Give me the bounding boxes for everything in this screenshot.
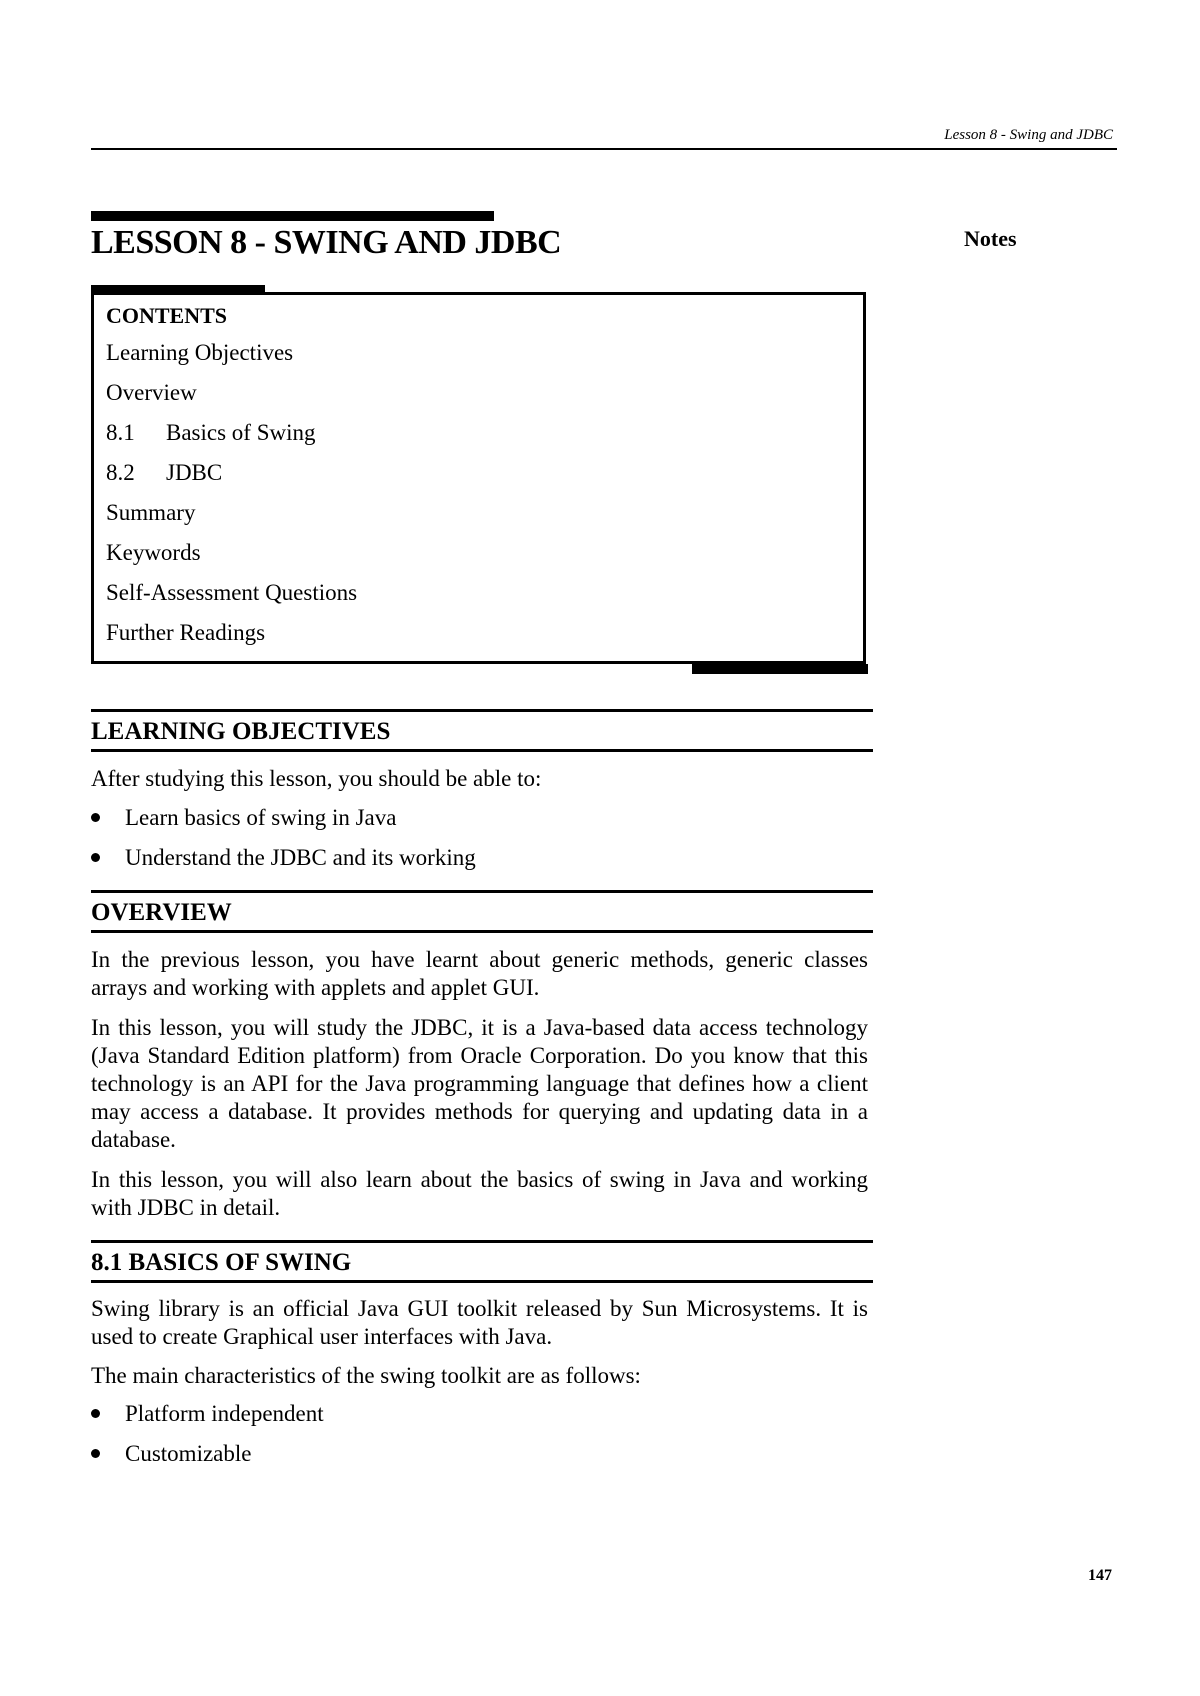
section-rule-bottom [91, 749, 873, 752]
section-rule-bottom [91, 930, 873, 933]
basics-of-swing-paragraph-2: The main characteristics of the swing toolkit are as follows: [91, 1363, 641, 1388]
section-rule-top [91, 709, 873, 712]
learning-objectives-intro: After studying this lesson, you should be able to: [91, 766, 542, 791]
section-rule-top [91, 890, 873, 893]
list-item [91, 1441, 251, 1467]
toc-item-number: 8.2 [106, 460, 135, 485]
section-rule-top [91, 1240, 873, 1243]
page-number: 147 [1088, 1567, 1112, 1584]
toc-item-summary [106, 500, 195, 526]
learning-objectives-heading: LEARNING OBJECTIVES [91, 718, 391, 745]
toc-item-label: JDBC [166, 460, 223, 485]
toc-item-keywords [106, 540, 201, 566]
lesson-title: LESSON 8 - SWING AND JDBC [91, 224, 562, 261]
list-item-text: Learn basics of swing in Java [125, 805, 397, 830]
toc-item-label: Basics of Swing [166, 420, 316, 445]
overview-paragraph-3: In this lesson, you will also learn about the basics of swing in Java and working with JDBC in detail. [91, 1167, 868, 1220]
header-rule [91, 148, 1117, 150]
bullet-icon [91, 853, 100, 862]
section-rule-bottom [91, 1280, 873, 1283]
list-item-text: Customizable [125, 1441, 252, 1466]
overview-paragraph-1: In the previous lesson, you have learnt about generic methods, generic classes arrays and working with applets and applet GUI. [91, 947, 868, 1000]
toc-item-label: Overview [106, 380, 197, 405]
toc-item-basics-of-swing [106, 420, 316, 446]
contents-heading: CONTENTS [106, 303, 228, 328]
bullet-icon [91, 1409, 100, 1418]
overview-heading: OVERVIEW [91, 899, 232, 926]
toc-item-label: Summary [106, 500, 196, 525]
running-header: Lesson 8 - Swing and JDBC [944, 127, 1113, 143]
toc-item-learning-objectives [106, 340, 293, 366]
toc-item-label: Further Readings [106, 620, 266, 645]
list-item [91, 1401, 324, 1427]
toc-item-further-readings [106, 620, 265, 646]
toc-item-label: Learning Objectives [106, 340, 294, 365]
list-item [91, 805, 396, 831]
toc-item-self-assessment-questions [106, 580, 357, 606]
list-item [91, 845, 476, 871]
toc-item-overview [106, 380, 197, 406]
toc-item-label: Self-Assessment Questions [106, 580, 358, 605]
bullet-icon [91, 813, 100, 822]
overview-paragraph-2: In this lesson, you will study the JDBC, it is a Java-based data access technology (Java Standard Edition platform) from Oracle Corporation. Do you know that this technology is an API for the Java programming language that defines how a client may access a database. It provides methods for querying and updating data in a database. [91, 1015, 868, 1152]
title-bar [91, 211, 494, 221]
basics-of-swing-paragraph-1: Swing library is an official Java GUI toolkit released by Sun Microsystems. It is used to create Graphical user interfaces with Java. [91, 1296, 868, 1349]
contents-accent-bottom [692, 664, 868, 674]
toc-item-label: Keywords [106, 540, 201, 565]
toc-item-jdbc [106, 460, 222, 486]
bullet-icon [91, 1449, 100, 1458]
list-item-text: Understand the JDBC and its working [125, 845, 476, 870]
notes-margin-label: Notes [964, 226, 1017, 251]
basics-of-swing-heading: 8.1 BASICS OF SWING [91, 1249, 352, 1276]
toc-item-number: 8.1 [106, 420, 135, 445]
list-item-text: Platform independent [125, 1401, 324, 1426]
